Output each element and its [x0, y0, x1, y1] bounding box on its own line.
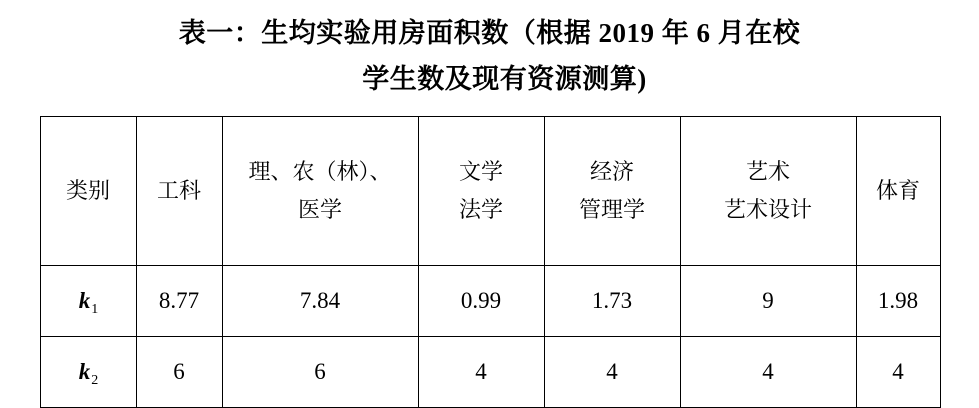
header-cell-physical-education [856, 117, 940, 266]
header-line: 医学 [297, 197, 342, 222]
header-line: 经济 [589, 159, 634, 184]
area-per-student-table [40, 116, 941, 408]
cell-k2-physical-education: 4 [856, 337, 940, 408]
cell-k1-physical-education: 1.98 [856, 266, 940, 337]
header-line: 法学 [458, 197, 503, 222]
header-cell-literature-law [418, 117, 544, 266]
cell-k1-economics-management: 1.73 [544, 266, 680, 337]
header-line: 类别 [65, 178, 110, 203]
table-header-row [40, 117, 940, 266]
cell-k2-art-design: 4 [680, 337, 856, 408]
row-label-symbol: k [78, 288, 91, 313]
cell-k2-science-agriculture-medicine: 6 [222, 337, 418, 408]
title-line-1: 表一：生均实验用房面积数（根据 2019 年 6 月在校 [178, 18, 801, 48]
header-cell-category [40, 117, 136, 266]
row-label-k2 [40, 337, 136, 408]
header-line: 工科 [156, 178, 201, 203]
cell-k2-engineering: 6 [136, 337, 222, 408]
cell-k2-literature-law: 4 [418, 337, 544, 408]
header-cell-economics-management [544, 117, 680, 266]
header-line: 管理学 [578, 197, 645, 222]
table-row [40, 337, 940, 408]
header-cell-engineering [136, 117, 222, 266]
cell-k1-art-design: 9 [680, 266, 856, 337]
row-label-k1 [40, 266, 136, 337]
header-line: 艺术设计 [723, 197, 812, 222]
row-label-symbol: k [78, 359, 91, 384]
header-cell-art-design [680, 117, 856, 266]
cell-k1-literature-law: 0.99 [418, 266, 544, 337]
cell-k1-science-agriculture-medicine: 7.84 [222, 266, 418, 337]
row-label-subscript: 2 [91, 373, 99, 388]
header-line: 文学 [458, 159, 503, 184]
cell-k2-economics-management: 4 [544, 337, 680, 408]
cell-k1-engineering: 8.77 [136, 266, 222, 337]
row-label-subscript: 1 [91, 302, 99, 317]
header-line: 理、农（林）、 [248, 159, 392, 184]
title-line-2: 学生数及现有资源测算) [362, 64, 647, 94]
header-line: 体育 [875, 178, 920, 203]
header-cell-science-agriculture-medicine [222, 117, 418, 266]
page-title [0, 0, 979, 102]
header-line: 艺术 [745, 159, 790, 184]
table-container [40, 116, 940, 408]
table-row [40, 266, 940, 337]
